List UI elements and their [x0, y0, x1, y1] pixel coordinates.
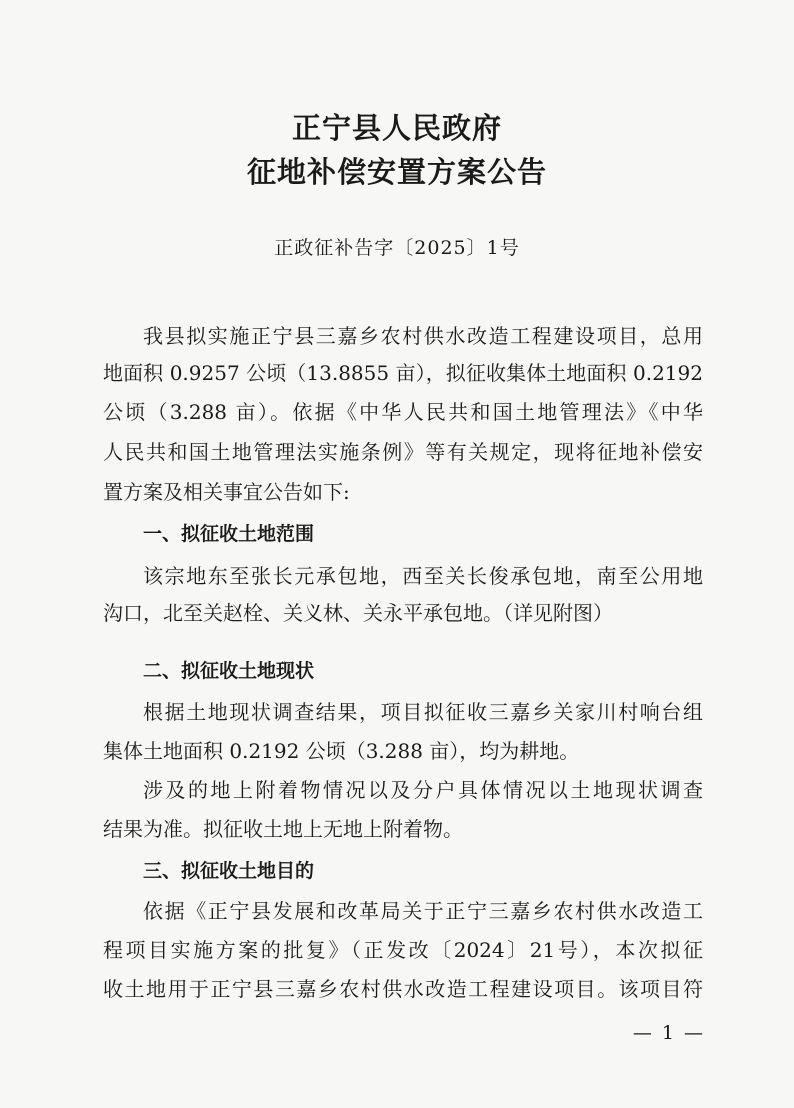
section-3-line: 收土地用于正宁县三嘉乡农村供水改造工程建设项目。该项目符	[103, 977, 703, 1001]
intro-line: 公顷（3.288 亩）。依据《中华人民共和国土地管理法》《中华	[103, 400, 703, 424]
section-1-heading: 一、拟征收土地范围	[143, 523, 315, 545]
section-2-line: 结果为准。拟征收土地上无地上附着物。	[103, 817, 463, 841]
document-title-line-1: 正宁县人民政府	[291, 111, 502, 145]
document-number: 正政征补告字〔2025〕1号	[274, 237, 520, 259]
section-2-line: 涉及的地上附着物情况以及分户具体情况以土地现状调查	[143, 778, 703, 802]
section-3-heading: 三、拟征收土地目的	[143, 860, 315, 882]
section-3-line: 依据《正宁县发展和改革局关于正宁三嘉乡农村供水改造工	[143, 899, 703, 923]
section-3-line: 程项目实施方案的批复》（正发改〔2024〕21号），本次拟征	[103, 938, 703, 962]
section-1-line: 该宗地东至张长元承包地，西至关长俊承包地，南至公用地	[143, 564, 703, 588]
section-2-line: 根据土地现状调查结果，项目拟征收三嘉乡关家川村响台组	[143, 700, 703, 724]
intro-line: 置方案及相关事宜公告如下:	[103, 480, 350, 504]
intro-line: 人民共和国土地管理法实施条例》等有关规定，现将征地补偿安	[103, 440, 703, 464]
section-1-line: 沟口，北至关赵栓、关义林、关永平承包地。（详见附图）	[103, 601, 613, 625]
document-title-line-2: 征地补偿安置方案公告	[246, 155, 547, 189]
page-number: — 1 —	[632, 1022, 705, 1044]
section-2-line: 集体土地面积 0.2192 公顷（3.288 亩），均为耕地。	[103, 739, 580, 763]
intro-line: 地面积 0.9257 公顷（13.8855 亩），拟征收集体土地面积 0.2192	[103, 361, 703, 385]
section-2-heading: 二、拟征收土地现状	[143, 660, 315, 682]
intro-line: 我县拟实施正宁县三嘉乡农村供水改造工程建设项目，总用	[143, 324, 703, 348]
